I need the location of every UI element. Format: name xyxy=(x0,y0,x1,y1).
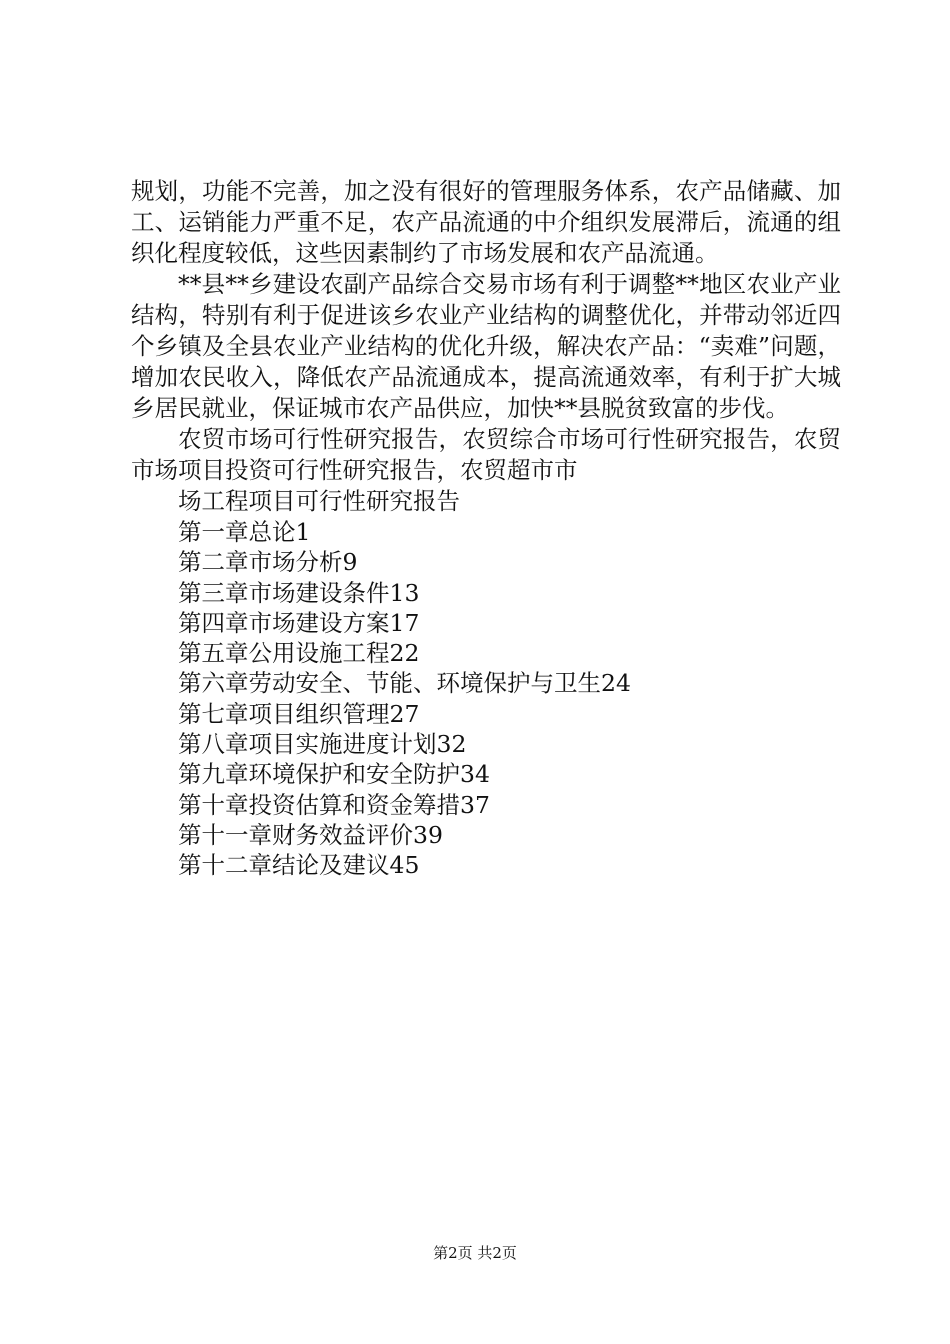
document-body xyxy=(131,176,841,881)
toc-item-2: 第二章市场分析9 xyxy=(178,548,358,577)
toc-item-6: 第六章劳动安全、节能、环境保护与卫生24 xyxy=(178,669,631,698)
toc-item-1: 第一章总论1 xyxy=(178,518,311,546)
toc-item-9: 第九章环境保护和安全防护34 xyxy=(178,760,490,789)
toc-title: 场工程项目可行性研究报告 xyxy=(178,487,460,515)
paragraph-1: 规划，功能不完善，加之没有很好的管理服务体系，农产品储藏、加工、运销能力严重不足，农产品流通的中介组织发展滞后，流通的组织化程度较低，这些因素制约了市场发展和农产品流通。 xyxy=(131,177,841,267)
toc-item-12: 第十二章结论及建议45 xyxy=(178,851,420,880)
toc-item-7: 第七章项目组织管理27 xyxy=(178,699,420,728)
toc-item-3: 第三章市场建设条件13 xyxy=(178,578,420,607)
toc-item-8: 第八章项目实施进度计划32 xyxy=(178,730,467,759)
paragraph-2: **县**乡建设农副产品综合交易市场有利于调整**地区农业产业结构，特别有利于促进该乡农业产业结构的调整优化，并带动邻近四个乡镇及全县农业产业结构的优化升级，解决农产品：“卖难”问题，增加农民收入，降低农产品流通成本，提高流通效率，有利于扩大城乡居民就业，保证城市农产品供应，加快**县脱贫致富的步伐。 xyxy=(131,270,841,422)
toc-item-5: 第五章公用设施工程22 xyxy=(178,639,420,668)
toc-item-10: 第十章投资估算和资金筹措37 xyxy=(178,790,490,819)
page-footer: 第2页 共2页 xyxy=(433,1244,517,1262)
table-of-contents xyxy=(131,517,841,881)
paragraph-3: 农贸市场可行性研究报告，农贸综合市场可行性研究报告，农贸市场项目投资可行性研究报告，农贸超市市 xyxy=(131,425,841,484)
toc-item-11: 第十一章财务效益评价39 xyxy=(178,820,443,849)
toc-item-4: 第四章市场建设方案17 xyxy=(178,608,420,637)
